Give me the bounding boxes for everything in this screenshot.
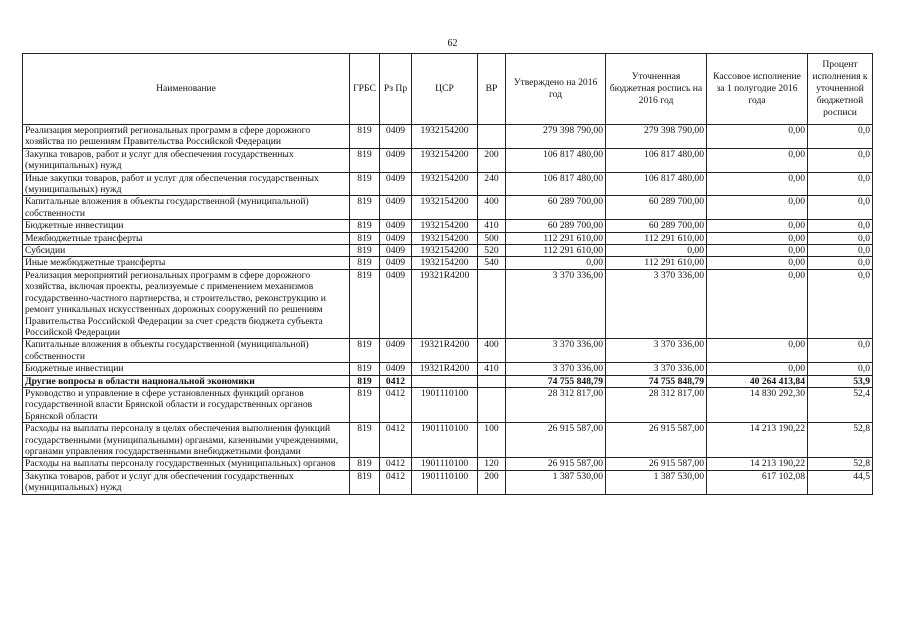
cell-csr: 19321R4200: [412, 363, 478, 375]
cell-grbs: 819: [350, 470, 380, 494]
cell-grbs: 819: [350, 232, 380, 244]
cell-refined: 60 289 700,00: [606, 196, 707, 220]
cell-vr: 400: [478, 196, 506, 220]
header-name: Наименование: [23, 54, 350, 125]
cell-vr: 410: [478, 220, 506, 232]
cell-vr: [478, 125, 506, 149]
cell-refined: 1 387 530,00: [606, 470, 707, 494]
cell-name: Иные межбюджетные трансферты: [23, 257, 350, 269]
cell-refined: 3 370 336,00: [606, 269, 707, 338]
cell-rzpr: 0412: [380, 375, 412, 387]
cell-vr: 200: [478, 470, 506, 494]
table-row: [23, 148, 873, 172]
cell-rzpr: 0409: [380, 196, 412, 220]
cell-percent: 0,0: [808, 196, 873, 220]
cell-csr: 1901110100: [412, 470, 478, 494]
table-row: [23, 257, 873, 269]
table-body: [23, 125, 873, 495]
cell-csr: 1932154200: [412, 125, 478, 149]
cell-cash: 14 213 190,22: [707, 423, 808, 458]
cell-name: Другие вопросы в области национальной экономики: [23, 375, 350, 387]
header-approved: Утверждено на 2016 год: [506, 54, 606, 125]
cell-name: Капитальные вложения в объекты государственной (муниципальной) собственности: [23, 339, 350, 363]
cell-approved: 1 387 530,00: [506, 470, 606, 494]
header-rzpr: Рз Пр: [380, 54, 412, 125]
cell-rzpr: 0409: [380, 172, 412, 196]
cell-refined: 279 398 790,00: [606, 125, 707, 149]
cell-cash: 0,00: [707, 232, 808, 244]
cell-rzpr: 0409: [380, 363, 412, 375]
cell-approved: 106 817 480,00: [506, 172, 606, 196]
header-percent: Процент исполнения к уточненной бюджетной росписи: [808, 54, 873, 125]
cell-cash: 0,00: [707, 172, 808, 196]
cell-refined: 112 291 610,00: [606, 232, 707, 244]
cell-approved: 3 370 336,00: [506, 339, 606, 363]
cell-name: Руководство и управление в сфере установленных функций органов государственной власти Брянской области и государственных органов Брянской области: [23, 387, 350, 422]
cell-grbs: 819: [350, 172, 380, 196]
cell-percent: 0,0: [808, 148, 873, 172]
cell-grbs: 819: [350, 245, 380, 257]
table-row: [23, 363, 873, 375]
cell-csr: 1932154200: [412, 245, 478, 257]
cell-approved: 3 370 336,00: [506, 363, 606, 375]
cell-name: Реализация мероприятий региональных программ в сфере дорожного хозяйства, включая проекты, реализуемые с применением механизмов государственно-частного партнерства, и строительство, реконструкцию и ремонт уникальных искусственных дорожных сооружений по решениям Правительства Российской Федерации за счет средств бюджета субъекта Российской Федерации: [23, 269, 350, 338]
cell-rzpr: 0412: [380, 423, 412, 458]
cell-grbs: 819: [350, 148, 380, 172]
table-row: [23, 232, 873, 244]
cell-grbs: 819: [350, 387, 380, 422]
header-refined: Уточненная бюджетная роспись на 2016 год: [606, 54, 707, 125]
cell-rzpr: 0409: [380, 232, 412, 244]
cell-rzpr: 0409: [380, 245, 412, 257]
cell-approved: 60 289 700,00: [506, 196, 606, 220]
table-row: [23, 125, 873, 149]
cell-name: Расходы на выплаты персоналу в целях обеспечения выполнения функций государственными (муниципальными) органами, казенными учреждениями, органами управления государственными внебюджетными фондами: [23, 423, 350, 458]
cell-csr: 1932154200: [412, 148, 478, 172]
cell-percent: 0,0: [808, 257, 873, 269]
cell-csr: 1932154200: [412, 196, 478, 220]
cell-name: Межбюджетные трансферты: [23, 232, 350, 244]
table-row: [23, 220, 873, 232]
table-row: [23, 458, 873, 470]
cell-percent: 0,0: [808, 363, 873, 375]
cell-vr: 200: [478, 148, 506, 172]
cell-name: Бюджетные инвестиции: [23, 220, 350, 232]
cell-grbs: 819: [350, 423, 380, 458]
cell-refined: 26 915 587,00: [606, 458, 707, 470]
cell-rzpr: 0409: [380, 148, 412, 172]
table-row: [23, 245, 873, 257]
cell-cash: 0,00: [707, 269, 808, 338]
cell-vr: 540: [478, 257, 506, 269]
cell-csr: 1901110100: [412, 423, 478, 458]
header-cash: Кассовое исполнение за 1 полугодие 2016 года: [707, 54, 808, 125]
cell-vr: 100: [478, 423, 506, 458]
table-row: [23, 470, 873, 494]
cell-rzpr: 0409: [380, 269, 412, 338]
cell-csr: 1901110100: [412, 458, 478, 470]
cell-rzpr: 0409: [380, 125, 412, 149]
cell-name: Капитальные вложения в объекты государственной (муниципальной) собственности: [23, 196, 350, 220]
cell-approved: 0,00: [506, 257, 606, 269]
cell-percent: 52,8: [808, 458, 873, 470]
header-csr: ЦСР: [412, 54, 478, 125]
cell-csr: 1932154200: [412, 172, 478, 196]
cell-percent: 53,9: [808, 375, 873, 387]
cell-percent: 0,0: [808, 125, 873, 149]
cell-name: Закупка товаров, работ и услуг для обеспечения государственных (муниципальных) нужд: [23, 148, 350, 172]
cell-approved: 74 755 848,79: [506, 375, 606, 387]
cell-csr: 19321R4200: [412, 339, 478, 363]
cell-name: Субсидии: [23, 245, 350, 257]
cell-csr: 1932154200: [412, 220, 478, 232]
cell-refined: 106 817 480,00: [606, 148, 707, 172]
cell-percent: 52,8: [808, 423, 873, 458]
table-row: [23, 172, 873, 196]
cell-cash: 0,00: [707, 125, 808, 149]
cell-percent: 0,0: [808, 232, 873, 244]
cell-rzpr: 0412: [380, 470, 412, 494]
cell-cash: 0,00: [707, 339, 808, 363]
cell-name: Иные закупки товаров, работ и услуг для обеспечения государственных (муниципальных) нужд: [23, 172, 350, 196]
cell-refined: 112 291 610,00: [606, 257, 707, 269]
cell-refined: 0,00: [606, 245, 707, 257]
cell-grbs: 819: [350, 363, 380, 375]
cell-percent: 0,0: [808, 245, 873, 257]
cell-approved: 112 291 610,00: [506, 232, 606, 244]
cell-percent: 0,0: [808, 220, 873, 232]
cell-name: Реализация мероприятий региональных программ в сфере дорожного хозяйства по решениям Правительства Российской Федерации: [23, 125, 350, 149]
cell-refined: 28 312 817,00: [606, 387, 707, 422]
cell-grbs: 819: [350, 257, 380, 269]
cell-grbs: 819: [350, 269, 380, 338]
cell-refined: 106 817 480,00: [606, 172, 707, 196]
cell-approved: 112 291 610,00: [506, 245, 606, 257]
cell-grbs: 819: [350, 220, 380, 232]
cell-grbs: 819: [350, 339, 380, 363]
cell-rzpr: 0409: [380, 257, 412, 269]
cell-vr: 520: [478, 245, 506, 257]
cell-approved: 60 289 700,00: [506, 220, 606, 232]
cell-csr: [412, 375, 478, 387]
cell-vr: [478, 375, 506, 387]
cell-vr: 240: [478, 172, 506, 196]
cell-grbs: 819: [350, 375, 380, 387]
cell-approved: 28 312 817,00: [506, 387, 606, 422]
cell-cash: 40 264 413,84: [707, 375, 808, 387]
cell-vr: 120: [478, 458, 506, 470]
table-row: [23, 196, 873, 220]
table-row: [23, 269, 873, 338]
table-row: [23, 375, 873, 387]
cell-vr: [478, 269, 506, 338]
cell-cash: 0,00: [707, 257, 808, 269]
table-row: [23, 387, 873, 422]
cell-csr: 1901110100: [412, 387, 478, 422]
cell-approved: 279 398 790,00: [506, 125, 606, 149]
cell-percent: 0,0: [808, 172, 873, 196]
cell-cash: 14 213 190,22: [707, 458, 808, 470]
header-row: [23, 54, 873, 125]
header-grbs: ГРБС: [350, 54, 380, 125]
cell-csr: 19321R4200: [412, 269, 478, 338]
table-row: [23, 339, 873, 363]
cell-cash: 617 102,08: [707, 470, 808, 494]
header-vr: ВР: [478, 54, 506, 125]
cell-refined: 26 915 587,00: [606, 423, 707, 458]
page-number: 62: [447, 38, 458, 49]
cell-percent: 52,4: [808, 387, 873, 422]
cell-cash: 0,00: [707, 245, 808, 257]
cell-grbs: 819: [350, 125, 380, 149]
cell-vr: 500: [478, 232, 506, 244]
cell-percent: 0,0: [808, 269, 873, 338]
cell-name: Бюджетные инвестиции: [23, 363, 350, 375]
cell-approved: 106 817 480,00: [506, 148, 606, 172]
cell-cash: 0,00: [707, 148, 808, 172]
cell-grbs: 819: [350, 196, 380, 220]
table-row: [23, 423, 873, 458]
cell-refined: 3 370 336,00: [606, 363, 707, 375]
budget-execution-table: [22, 53, 873, 495]
cell-rzpr: 0409: [380, 339, 412, 363]
cell-refined: 74 755 848,79: [606, 375, 707, 387]
cell-cash: 0,00: [707, 196, 808, 220]
cell-rzpr: 0409: [380, 220, 412, 232]
cell-vr: 400: [478, 339, 506, 363]
cell-cash: 0,00: [707, 220, 808, 232]
cell-vr: 410: [478, 363, 506, 375]
cell-grbs: 819: [350, 458, 380, 470]
cell-cash: 14 830 292,30: [707, 387, 808, 422]
cell-approved: 26 915 587,00: [506, 423, 606, 458]
table-header: [23, 54, 873, 125]
cell-name: Закупка товаров, работ и услуг для обеспечения государственных (муниципальных) нужд: [23, 470, 350, 494]
cell-csr: 1932154200: [412, 232, 478, 244]
cell-csr: 1932154200: [412, 257, 478, 269]
cell-vr: [478, 387, 506, 422]
cell-refined: 3 370 336,00: [606, 339, 707, 363]
cell-percent: 44,5: [808, 470, 873, 494]
cell-percent: 0,0: [808, 339, 873, 363]
cell-name: Расходы на выплаты персоналу государственных (муниципальных) органов: [23, 458, 350, 470]
cell-refined: 60 289 700,00: [606, 220, 707, 232]
cell-rzpr: 0412: [380, 458, 412, 470]
cell-approved: 26 915 587,00: [506, 458, 606, 470]
cell-cash: 0,00: [707, 363, 808, 375]
cell-rzpr: 0412: [380, 387, 412, 422]
cell-approved: 3 370 336,00: [506, 269, 606, 338]
